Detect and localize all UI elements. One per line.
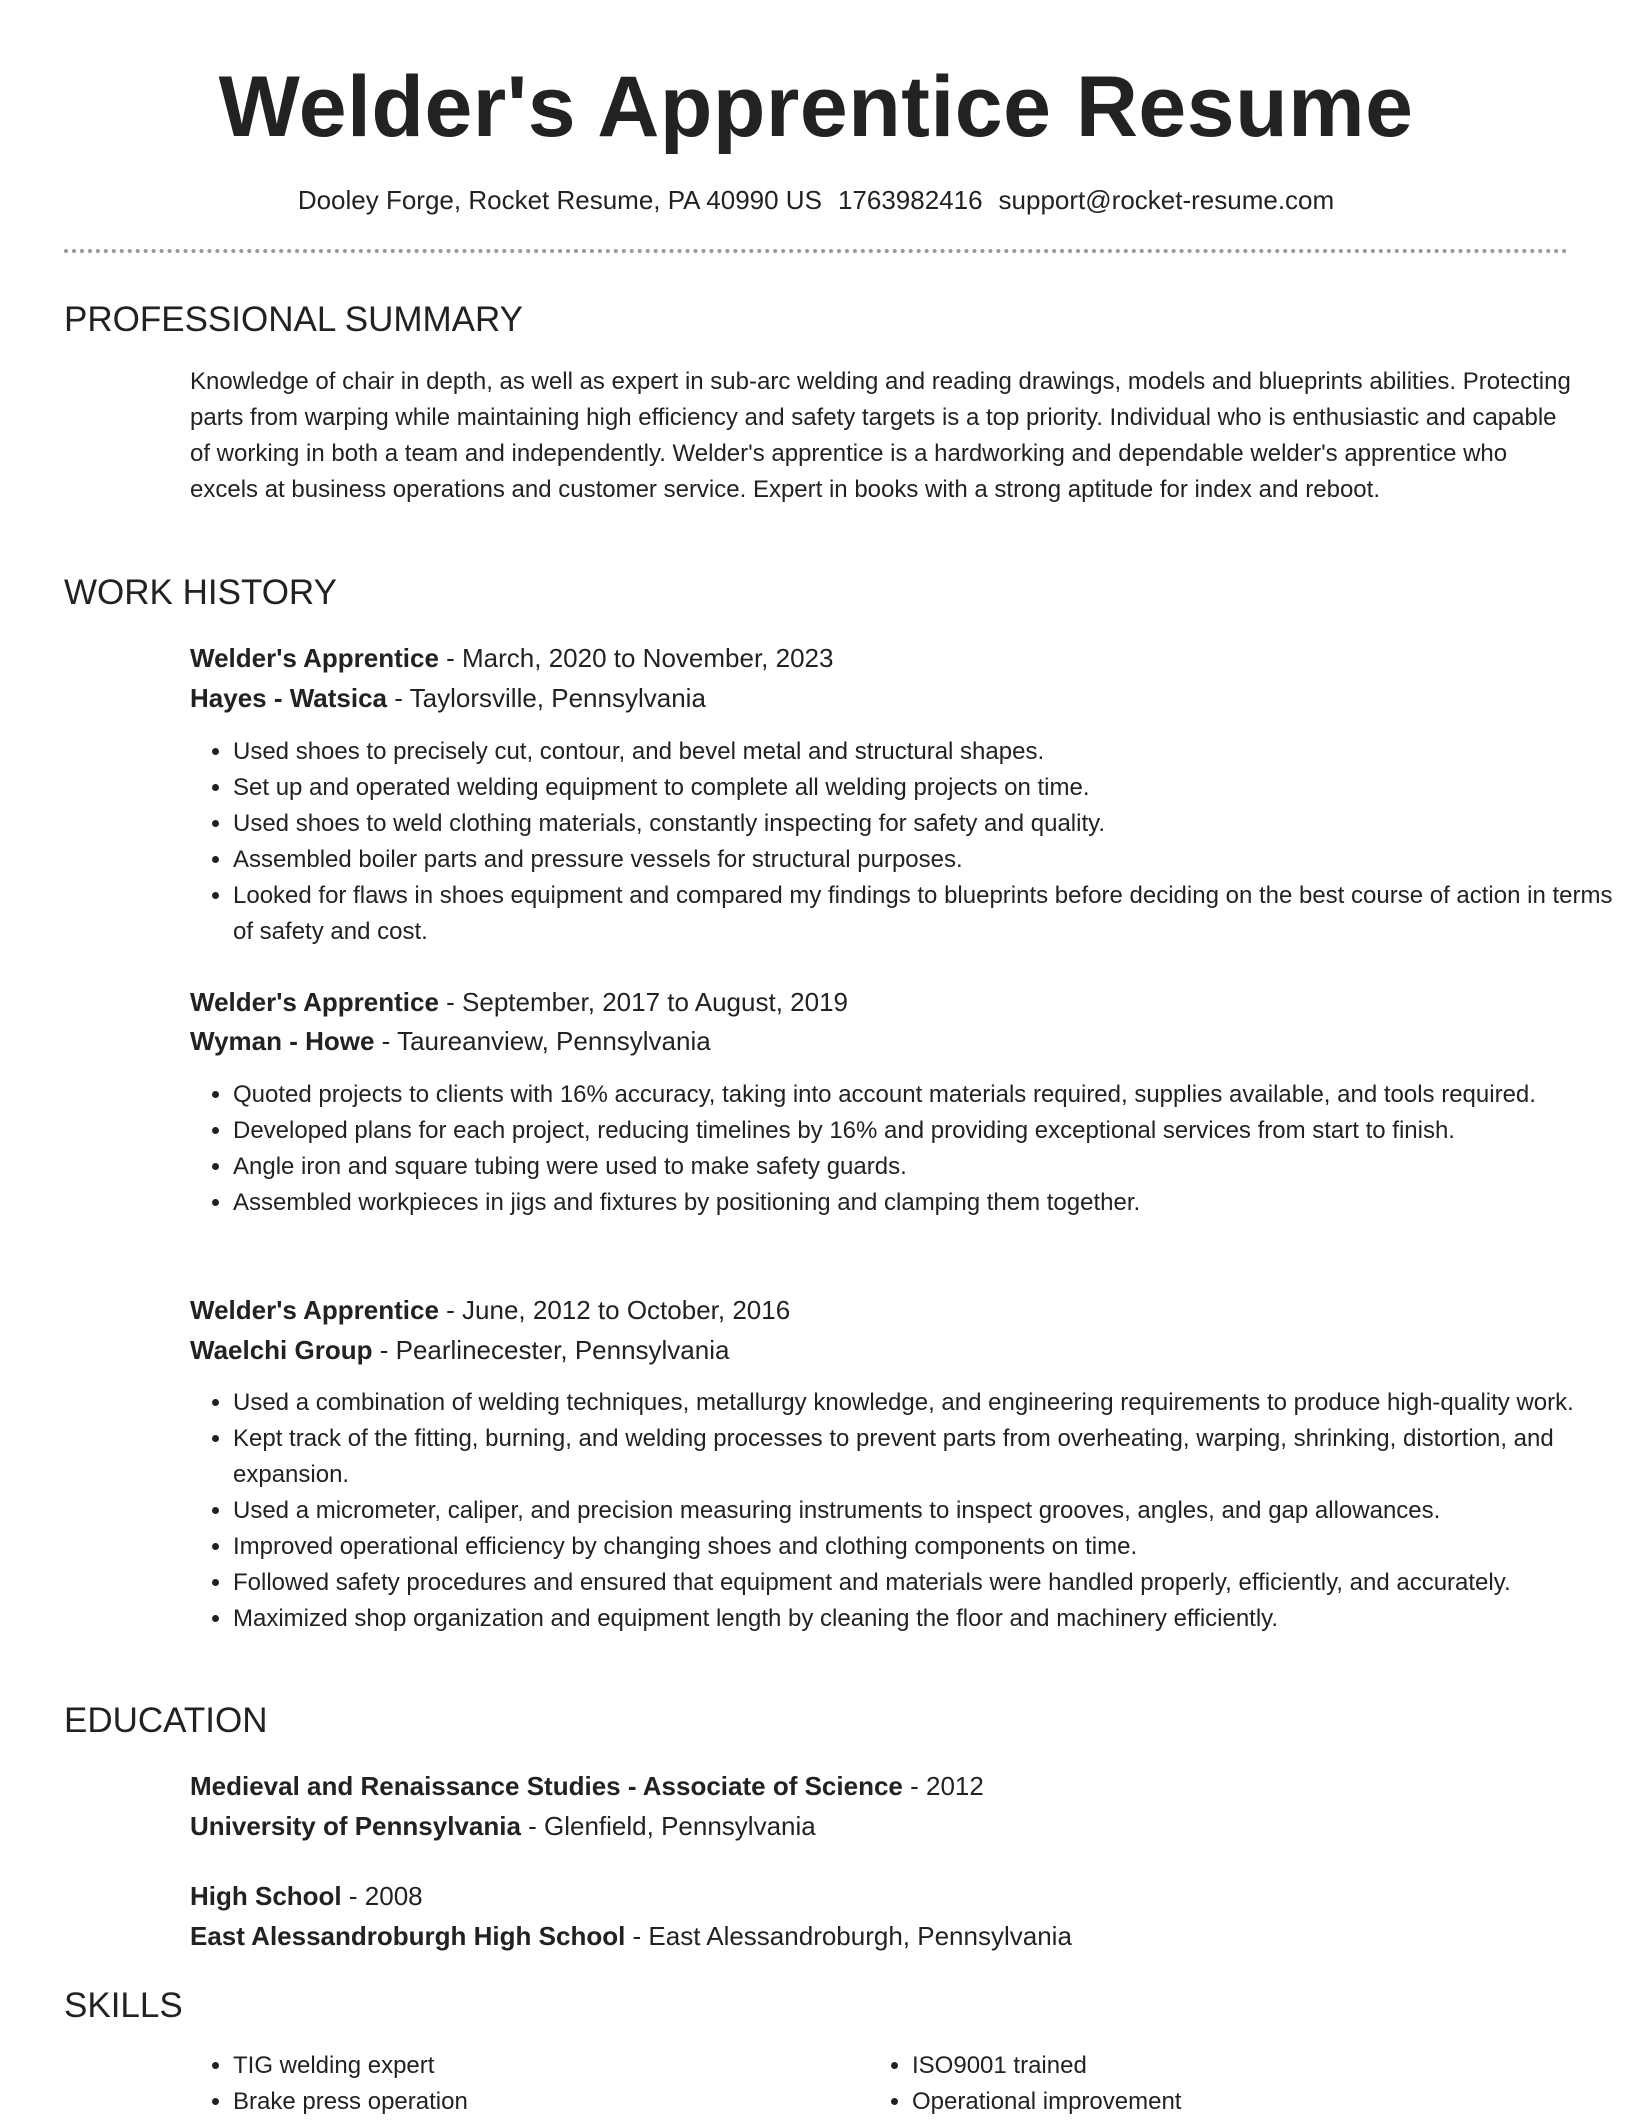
job-duties-list: [190, 1077, 1618, 1221]
job-location: - Taylorsville, Pennsylvania: [387, 683, 706, 713]
skill-item: • Brake press operation: [233, 2084, 853, 2120]
skills-list-right: [869, 2048, 1532, 2120]
job-duty: • Used a micrometer, caliper, and precision measuring instruments to inspect grooves, angles, and gap allowances.: [233, 1493, 1618, 1529]
education-location: - Glenfield, Pennsylvania: [520, 1811, 816, 1841]
job-duties-list: [190, 734, 1618, 950]
job-duty: • Improved operational efficiency by changing shoes and clothing components on time.: [233, 1529, 1618, 1565]
job-title: Welder's Apprentice: [190, 987, 439, 1017]
education-degree-line: [190, 1878, 423, 1914]
job-dates: - March, 2020 to November, 2023: [438, 643, 834, 673]
job-duty: • Assembled boiler parts and pressure vessels for structural purposes.: [233, 842, 1618, 878]
job-duty: • Angle iron and square tubing were used to make safety guards.: [233, 1149, 1618, 1185]
job-duty: • Used shoes to precisely cut, contour, and bevel metal and structural shapes.: [233, 734, 1618, 770]
job-duty: • Followed safety procedures and ensured that equipment and materials were handled properly, efficiently, and accurately.: [233, 1565, 1618, 1601]
education-school: East Alessandroburgh High School: [190, 1921, 626, 1951]
education-degree: Medieval and Renaissance Studies - Associate of Science: [190, 1771, 903, 1801]
contact-email: support@rocket-resume.com: [998, 185, 1335, 215]
education-location: - East Alessandroburgh, Pennsylvania: [625, 1921, 1072, 1951]
header-divider: [64, 249, 1568, 253]
job-duty: • Looked for flaws in shoes equipment and compared my findings to blueprints before deciding on the best course of action in terms of safety and cost.: [233, 878, 1618, 950]
job-title: Welder's Apprentice: [190, 1295, 439, 1325]
skills-heading: SKILLS: [64, 1986, 183, 2025]
job-duties-list: [190, 1385, 1618, 1637]
job-dates: - September, 2017 to August, 2019: [438, 987, 848, 1017]
skills-list-left: [190, 2048, 853, 2120]
job-duty: • Used a combination of welding techniques, metallurgy knowledge, and engineering requirements to produce high-quality work.: [233, 1385, 1618, 1421]
job-company: Hayes - Watsica: [190, 683, 388, 713]
job-duty: • Kept track of the fitting, burning, and welding processes to prevent parts from overheating, warping, shrinking, distortion, and expansion.: [233, 1421, 1618, 1493]
job-company: Wyman - Howe: [190, 1026, 375, 1056]
job-duty: • Maximized shop organization and equipment length by cleaning the floor and machinery efficiently.: [233, 1601, 1618, 1637]
job-location: - Taureanview, Pennsylvania: [374, 1026, 711, 1056]
contact-line: [0, 180, 1632, 220]
skill-item: • Operational improvement: [912, 2084, 1532, 2120]
education-degree-line: [190, 1768, 984, 1804]
job-title-line: [190, 984, 848, 1020]
job-company-line: [190, 680, 706, 716]
education-year: - 2008: [341, 1881, 423, 1911]
education-school: University of Pennsylvania: [190, 1811, 521, 1841]
job-duty: • Set up and operated welding equipment to complete all welding projects on time.: [233, 770, 1618, 806]
job-location: - Pearlinecester, Pennsylvania: [372, 1335, 730, 1365]
summary-heading: PROFESSIONAL SUMMARY: [64, 300, 523, 339]
education-heading: EDUCATION: [64, 1701, 268, 1740]
education-school-line: [190, 1918, 1072, 1954]
skill-item: • ISO9001 trained: [912, 2048, 1532, 2084]
contact-address: Dooley Forge, Rocket Resume, PA 40990 US: [297, 185, 822, 215]
skill-item: • TIG welding expert: [233, 2048, 853, 2084]
resume-title: Welder's Apprentice Resume: [218, 59, 1414, 155]
summary-text: Knowledge of chair in depth, as well as expert in sub-arc welding and reading drawings, models and blueprints abilities. Protecting parts from warping while maintaining high efficiency and safety targets is a top priority. Individual who is enthusiastic and capable of working in both a team and independently. Welder's apprentice is a hardworking and dependable welder's apprentice who excels at business operations and customer service. Expert in books with a strong aptitude for index and reboot.: [190, 368, 1571, 503]
job-duty: • Used shoes to weld clothing materials, constantly inspecting for safety and quality.: [233, 806, 1618, 842]
contact-phone: 1763982416: [837, 185, 983, 215]
job-title-line: [190, 1292, 790, 1328]
job-company: Waelchi Group: [190, 1335, 373, 1365]
education-degree: High School: [190, 1881, 342, 1911]
education-school-line: [190, 1808, 816, 1844]
work-history-heading: WORK HISTORY: [64, 573, 337, 612]
job-company-line: [190, 1023, 711, 1059]
job-dates: - June, 2012 to October, 2016: [438, 1295, 791, 1325]
job-duty: • Assembled workpieces in jigs and fixtures by positioning and clamping them together.: [233, 1185, 1618, 1221]
education-year: - 2012: [902, 1771, 984, 1801]
job-title: Welder's Apprentice: [190, 643, 439, 673]
job-title-line: [190, 640, 833, 676]
job-duty: • Developed plans for each project, reducing timelines by 16% and providing exceptional services from start to finish.: [233, 1113, 1618, 1149]
job-duty: • Quoted projects to clients with 16% accuracy, taking into account materials required, supplies available, and tools required.: [233, 1077, 1618, 1113]
job-company-line: [190, 1332, 729, 1368]
